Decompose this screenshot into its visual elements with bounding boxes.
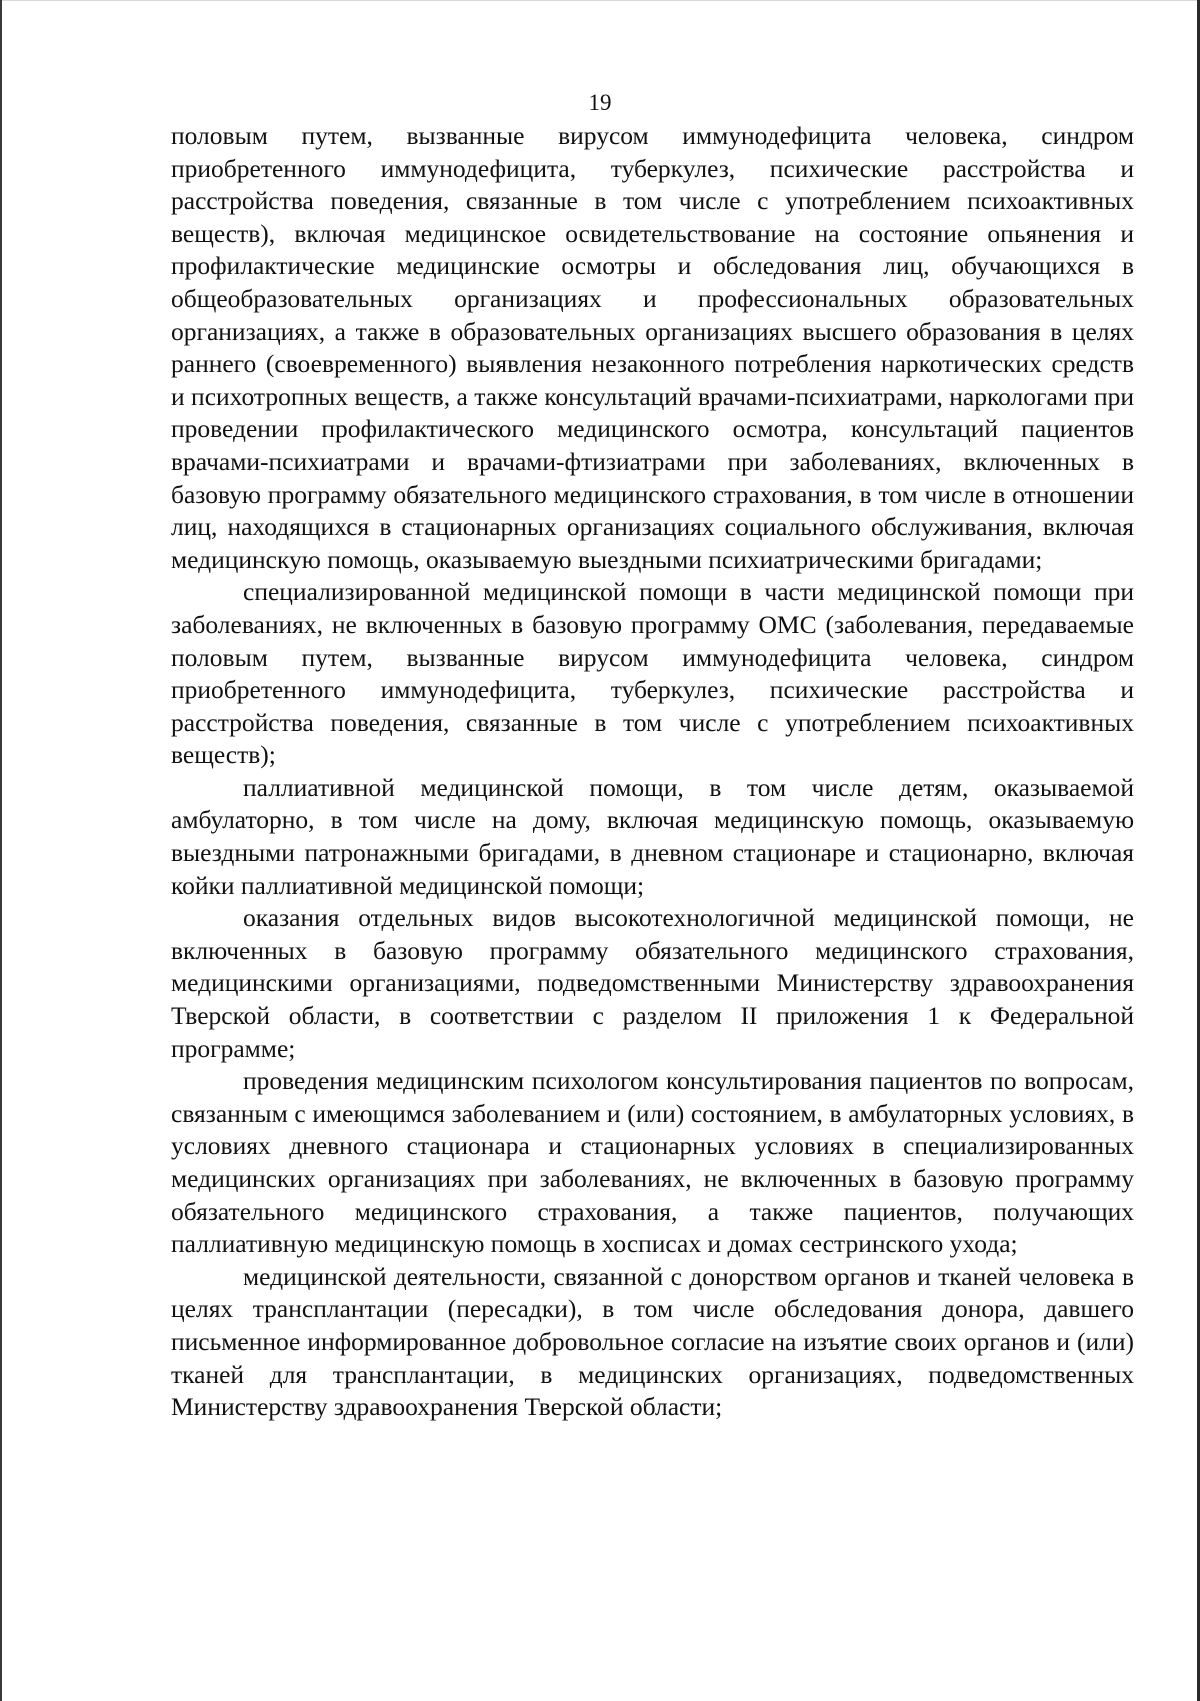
paragraph-high-tech-care: оказания отдельных видов высокотехнологичной медицинской помощи, не включенных в базовую программу обязательного медицинского страхования, медицинскими организациями, подведомственными Министерству здравоохранения Тверской области, в соответствии с разделом II приложения 1 к Федеральной программе; [171, 903, 1134, 1063]
page-number: 19 [588, 90, 612, 115]
scan-edge-top [0, 0, 1200, 1]
paragraph-organ-donation: медицинской деятельности, связанной с донорством органов и тканей человека в целях трансплантации (пересадки), в том числе обследования донора, давшего письменное информированное добровольное согласие на изъятие своих органов и (или) тканей для трансплантации, в медицинских организациях, подведомственных Министерству здравоохранения Тверской области; [171, 1261, 1134, 1422]
document-body [171, 120, 1134, 1424]
scan-edge-left [0, 0, 2, 1701]
paragraph-psychologist-consulting: проведения медицинским психологом консультирования пациентов по вопросам, связанным с имеющимся заболеванием и (или) состоянием, в амбулаторных условиях, в условиях дневного стационара и стационарных условиях в специализированных медицинских организациях при заболеваниях, не включенных в базовую программу обязательного медицинского страхования, а также пациентов, получающих паллиативную медицинскую помощь в хосписах и домах сестринского ухода; [171, 1066, 1134, 1259]
paragraph-specialized-care: специализированной медицинской помощи в части медицинской помощи при заболеваниях, не включенных в базовую программу ОМС (заболевания, передаваемые половым путем, вызванные вирусом иммунодефицита человека, синдром приобретенного иммунодефицита, туберкулез, психические расстройства и расстройства поведения, связанные в том числе с употреблением психоактивных веществ); [171, 577, 1134, 770]
paragraph-palliative-care: паллиативной медицинской помощи, в том числе детям, оказываемой амбулаторно, в том числе на дому, включая медицинскую помощь, оказываемую выездными патронажными бригадами, в дневном стационаре и стационарно, включая койки паллиативной медицинской помощи; [171, 772, 1134, 900]
paragraph-continuation: половым путем, вызванные вирусом иммунодефицита человека, синдром приобретенного иммунодефицита, туберкулез, психические расстройства и расстройства поведения, связанные в том числе с употреблением психоактивных веществ), включая медицинское освидетельствование на состояние опьянения и профилактические медицинские осмотры и обследования лиц, обучающихся в общеобразовательных организациях и профессиональных образовательных организациях, а также в образовательных организациях высшего образования в целях раннего (своевременного) выявления незаконного потребления наркотических средств и психотропных веществ, а также консультаций врачами-психиатрами, наркологами при проведении профилактического медицинского осмотра, консультаций пациентов врачами-психиатрами и врачами-фтизиатрами при заболеваниях, включенных в базовую программу обязательного медицинского страхования, в том числе в отношении лиц, находящихся в стационарных организациях социального обслуживания, включая медицинскую помощь, оказываемую выездными психиатрическими бригадами; [171, 121, 1134, 574]
